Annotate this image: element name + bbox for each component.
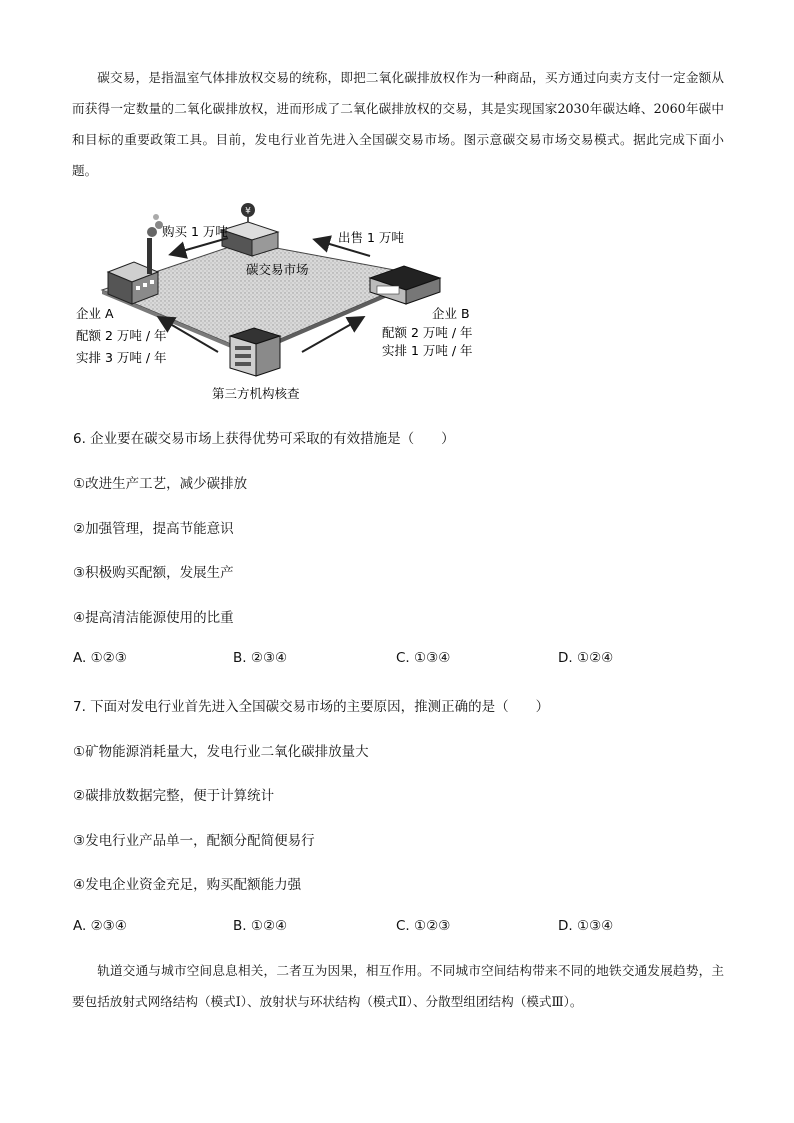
buy-label: 购买 1 万吨 — [162, 224, 228, 239]
intro-paragraph: 碳交易，是指温室气体排放权交易的统称，即把二氧化碳排放权作为一种商品，买方通过向卖方支付一定金额从而获得一定数量的二氧化碳排放权，进而形成了二氧化碳排放权的交易，其是实现国家2030年碳达峰、2060年碳中和目标的重要政策工具。目前，发电行业首先进入全国碳交易市场。图示意碳交易市场交易模式。据此完成下面小题。 — [72, 70, 724, 178]
company-b-name: 企业 B — [432, 306, 470, 321]
question-7-option-c[interactable]: C. ①②③ — [396, 918, 451, 934]
company-a-quota: 配额 2 万吨 / 年 — [76, 328, 167, 343]
question-7-item-4: ④发电企业资金充足，购买配额能力强 — [73, 877, 302, 893]
sell-label: 出售 1 万吨 — [338, 230, 404, 245]
question-6-option-c[interactable]: C. ①③④ — [396, 650, 451, 666]
question-7-item-3: ③发电行业产品单一，配额分配简便易行 — [73, 833, 315, 849]
intro-passage — [72, 62, 724, 186]
question-7-stem: 7. 下面对发电行业首先进入全国碳交易市场的主要原因，推测正确的是（ ） — [73, 699, 550, 715]
market-building-icon — [222, 203, 278, 256]
market-label: 碳交易市场 — [246, 262, 309, 277]
carbon-trading-diagram — [72, 200, 512, 405]
question-7-option-b[interactable]: B. ①②④ — [233, 918, 288, 934]
question-7-option-d[interactable]: D. ①③④ — [558, 918, 614, 934]
question-6-option-d[interactable]: D. ①②④ — [558, 650, 614, 666]
company-a-name: 企业 A — [76, 306, 114, 321]
question-6-option-b[interactable]: B. ②③④ — [233, 650, 288, 666]
question-6-item-1: ①改进生产工艺，减少碳排放 — [73, 476, 248, 492]
company-a-actual: 实排 3 万吨 / 年 — [76, 350, 167, 365]
question-6-item-3: ③积极购买配额，发展生产 — [73, 565, 234, 581]
question-6-item-2: ②加强管理，提高节能意识 — [73, 521, 234, 537]
company-b-quota: 配额 2 万吨 / 年 — [382, 325, 473, 340]
factory-a-icon — [108, 214, 163, 304]
question-7-item-1: ①矿物能源消耗量大，发电行业二氧化碳排放量大 — [73, 744, 369, 760]
second-passage — [72, 955, 724, 1017]
company-b-actual: 实排 1 万吨 / 年 — [382, 343, 473, 358]
question-7-item-2: ②碳排放数据完整，便于计算统计 — [73, 788, 275, 804]
question-6-stem: 6. 企业要在碳交易市场上获得优势可采取的有效措施是（ ） — [73, 431, 455, 447]
question-6-option-a[interactable]: A. ①②③ — [73, 650, 127, 666]
question-7-option-a[interactable]: A. ②③④ — [73, 918, 127, 934]
question-6-item-4: ④提高清洁能源使用的比重 — [73, 610, 234, 626]
third-party-label: 第三方机构核查 — [212, 386, 300, 401]
second-paragraph: 轨道交通与城市空间息息相关，二者互为因果，相互作用。不同城市空间结构带来不同的地铁交通发展趋势，主要包括放射式网络结构（模式Ⅰ）、放射状与环状结构（模式Ⅱ）、分散型组团结构（模式Ⅲ）。 — [72, 963, 724, 1009]
yuan-sign: ¥ — [245, 206, 251, 217]
third-party-building-icon — [230, 328, 280, 376]
